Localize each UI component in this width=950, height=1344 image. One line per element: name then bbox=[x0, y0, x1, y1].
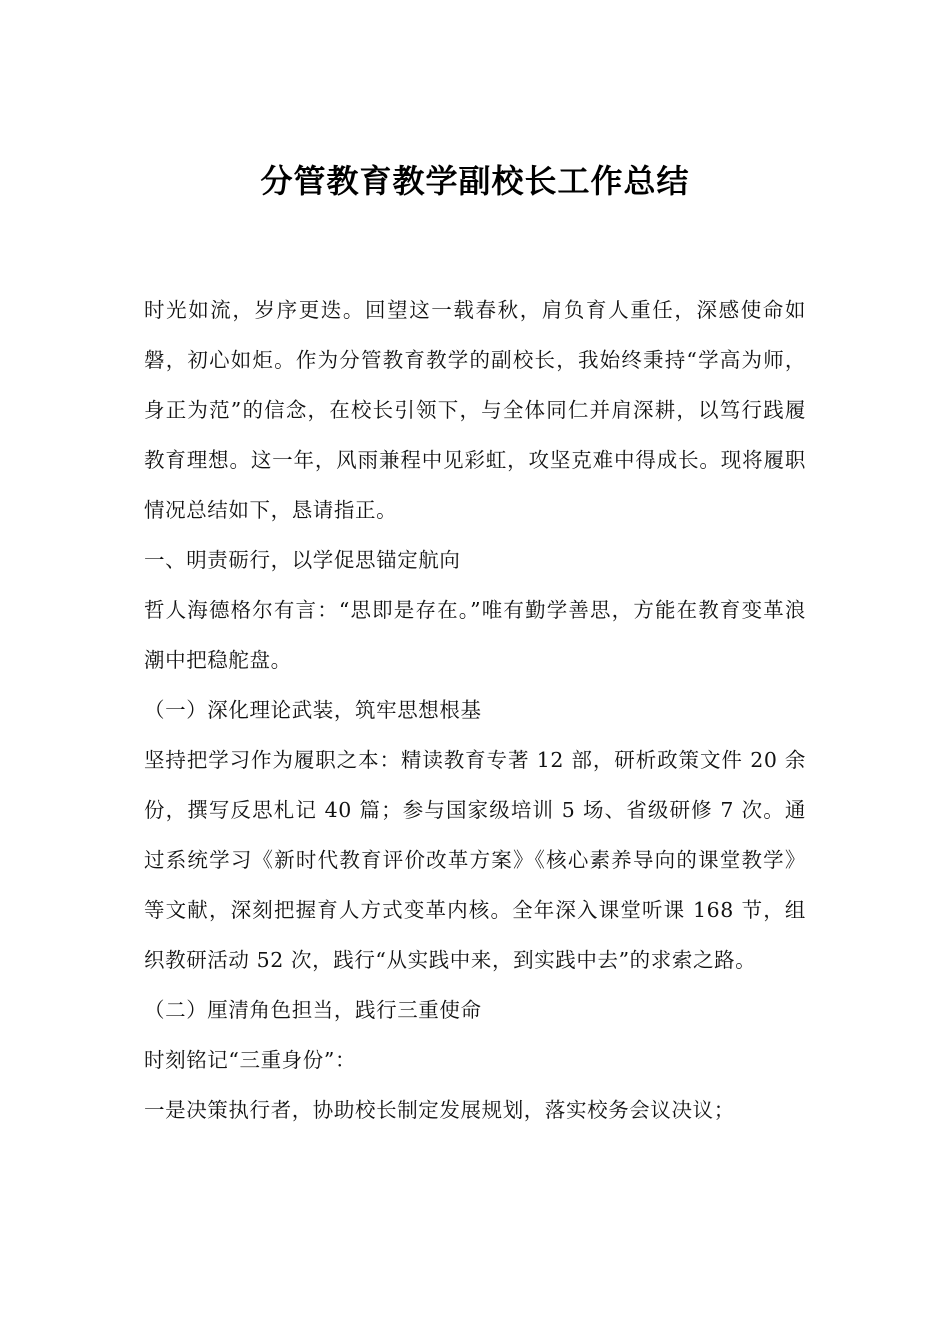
document-title: 分管教育教学副校长工作总结 bbox=[260, 162, 690, 200]
intro-paragraph: 时光如流，岁序更迭。回望这一载春秋，肩负育人重任，深感使命如磐，初心如炬。作为分管教育教学的副校长，我始终秉持“学高为师，身正为范”的信念，在校长引领下，与全体同仁并肩深耕，以笃行践履教育理想。这一年，风雨兼程中见彩虹，攻坚克难中得成长。现将履职情况总结如下，恳请指正。 bbox=[144, 298, 806, 522]
subsection-1-paragraph: 坚持把学习作为履职之本：精读教育专著 12 部，研析政策文件 20 余份，撰写反思札记 40 篇；参与国家级培训 5 场、省级研修 7 次。通过系统学习《新时代教育评价改革方案》《核心素养导向的课堂教学》等文献，深刻把握育人方式变革内核。全年深入课堂听课 168 节，组织教研活动 52 次，践行“从实践中来，到实践中去”的求索之路。 bbox=[144, 748, 806, 972]
section-1-paragraph: 哲人海德格尔有言：“思即是存在。”唯有勤学善思，方能在教育变革浪潮中把稳舵盘。 bbox=[144, 598, 806, 672]
document-body bbox=[144, 285, 806, 1135]
subsection-heading-1: （一）深化理论武装，筑牢思想根基 bbox=[144, 698, 482, 722]
subsection-2-intro: 时刻铭记“三重身份”： bbox=[144, 1048, 357, 1072]
subsection-2-item-1: 一是决策执行者，协助校长制定发展规划，落实校务会议决议； bbox=[144, 1098, 735, 1122]
subsection-heading-2: （二）厘清角色担当，践行三重使命 bbox=[144, 998, 482, 1022]
section-heading-1: 一、明责砺行，以学促思锚定航向 bbox=[144, 548, 461, 572]
